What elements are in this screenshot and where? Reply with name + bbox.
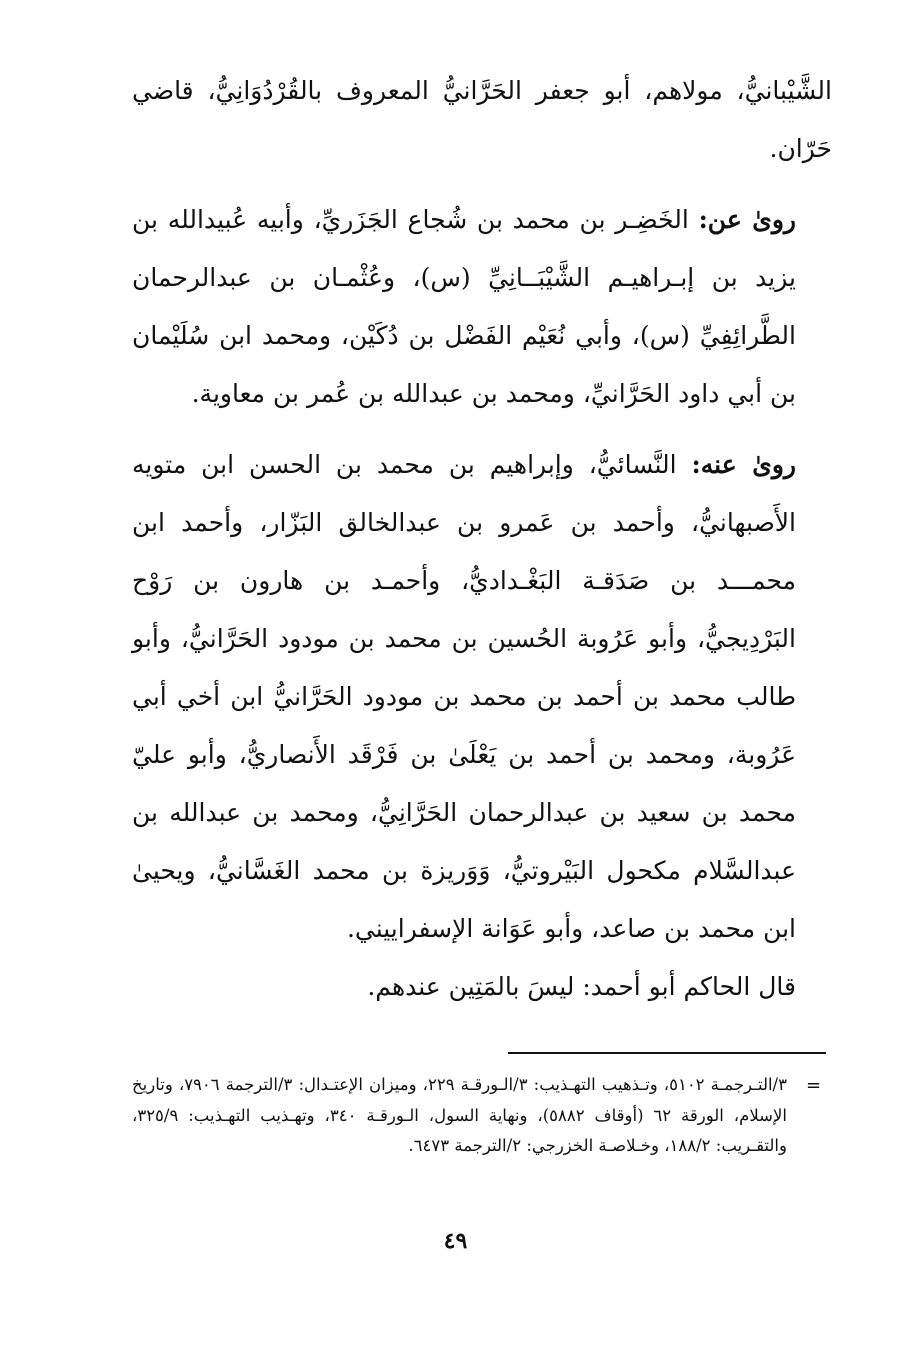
narrated-by-line: متويه الأَصبهانيُّ، وأحمد بن عَمرو بن عبدالخالق البَزّار، وأحمد xyxy=(132,450,796,537)
footnote-separator xyxy=(508,1052,826,1054)
footnote-line: الخزرجي: ٢/الترجمة ٦٤٧٣. xyxy=(408,1136,594,1155)
footnote-line: ٣/التـرجمـة ٥١٠٢، وتـذهيب التهـذيب: ٣/الـورقـة ٢٢٩، وميزان الإعتـدال: xyxy=(298,1075,787,1094)
continuation-line: الشَّيْبانيُّ، مولاهم، أبو جعفر الحَرَّانيُّ المعروف بالقُرْدُوَانِيُّ، قاضي xyxy=(132,76,832,105)
main-text xyxy=(132,62,832,1016)
narrated-from-line: عُبيدالله بن يزيد بن إبـراهيـم الشَّيْبَــانِيِّ (س)، وعُثْمـان بن xyxy=(132,205,797,292)
narrated-from-line: الخَضِـر بن محمد بن شُجاع الجَزَريِّ، وأبيه xyxy=(256,205,689,234)
footnote-continuation-marker: = xyxy=(806,1075,822,1096)
footnote-line: ٣/الترجمة ٧٩٠٦، وتاريخ الإسلام، الورقة ٦٢ (أوقاف ٥٨٨٢)، ونهاية السول، xyxy=(132,1075,787,1125)
narrated-by-line: البَرْدِيجيُّ، وأبو عَرُوبة الحُسين بن محمد بن مودود الحَرَّانيُّ، وأبو xyxy=(132,624,796,653)
continuation-line: حَرّان. xyxy=(769,134,832,163)
narrated-from-paragraph xyxy=(132,191,832,423)
continuation-paragraph xyxy=(132,62,832,178)
narrated-by-paragraph xyxy=(132,436,832,958)
judgement-text: قال الحاكم أبو أحمد: ليسَ بالمَتِين عندهم. xyxy=(367,972,796,1001)
narrated-by-label: روىٰ عنه: xyxy=(691,450,797,479)
narrated-from-line: عبدالرحمان الطَّرائِفِيِّ (س)، وأبي نُعَيْم الفَضْل بن دُكَيْن، ومحمد xyxy=(132,263,796,350)
narrated-by-line: طالب محمد بن أحمد بن محمد بن مودود الحَرَّانيُّ ابن أخي أبي xyxy=(132,682,796,711)
narrated-by-line: ابن محمد بن صاعد، وأبو عَوَانة الإسفراييني. xyxy=(346,914,796,943)
narrated-from-line: معاوية. xyxy=(191,379,266,408)
narrated-by-line: محمد بن سعيد بن عبدالرحمان الحَرَّانِيُّ، ومحمد بن عبدالله بن xyxy=(132,798,796,827)
judgement-paragraph xyxy=(132,958,832,1016)
narrated-by-line: ابن محمـــد بن صَدَقـة البَغْـداديُّ، وأحمـد بن هارون بن رَوْح xyxy=(132,508,796,595)
narrated-from-label: روىٰ عن: xyxy=(698,205,796,234)
narrated-from-line: ابن سُلَيْمان بن أبي داود الحَرَّانيِّ، ومحمد بن عبدالله بن عُمر بن xyxy=(132,321,796,408)
footnotes xyxy=(132,1070,787,1162)
narrated-by-line: عَرُوبة، ومحمد بن أحمد بن يَعْلَىٰ بن فَرْقَد الأَنصاريُّ، وأبو عليّ xyxy=(132,740,796,769)
footnote-paragraph xyxy=(132,1070,787,1162)
narrated-by-line: النَّسائيُّ، وإبراهيم بن محمد بن الحسن ابن xyxy=(201,450,677,479)
footnote-line: الـورقـة ٣٤٠، وتهـذيب التهـذيب: ٣٢٥/٩، والتقـريب: ١٨٨/٢، وخـلاصـة xyxy=(132,1105,787,1155)
page-number: ٤٩ xyxy=(443,1228,468,1254)
narrated-by-line: عبدالسَّلام مكحول البَيْروتيُّ، وَوَريزة بن محمد الغَسَّانيُّ، ويحيىٰ xyxy=(132,856,796,885)
